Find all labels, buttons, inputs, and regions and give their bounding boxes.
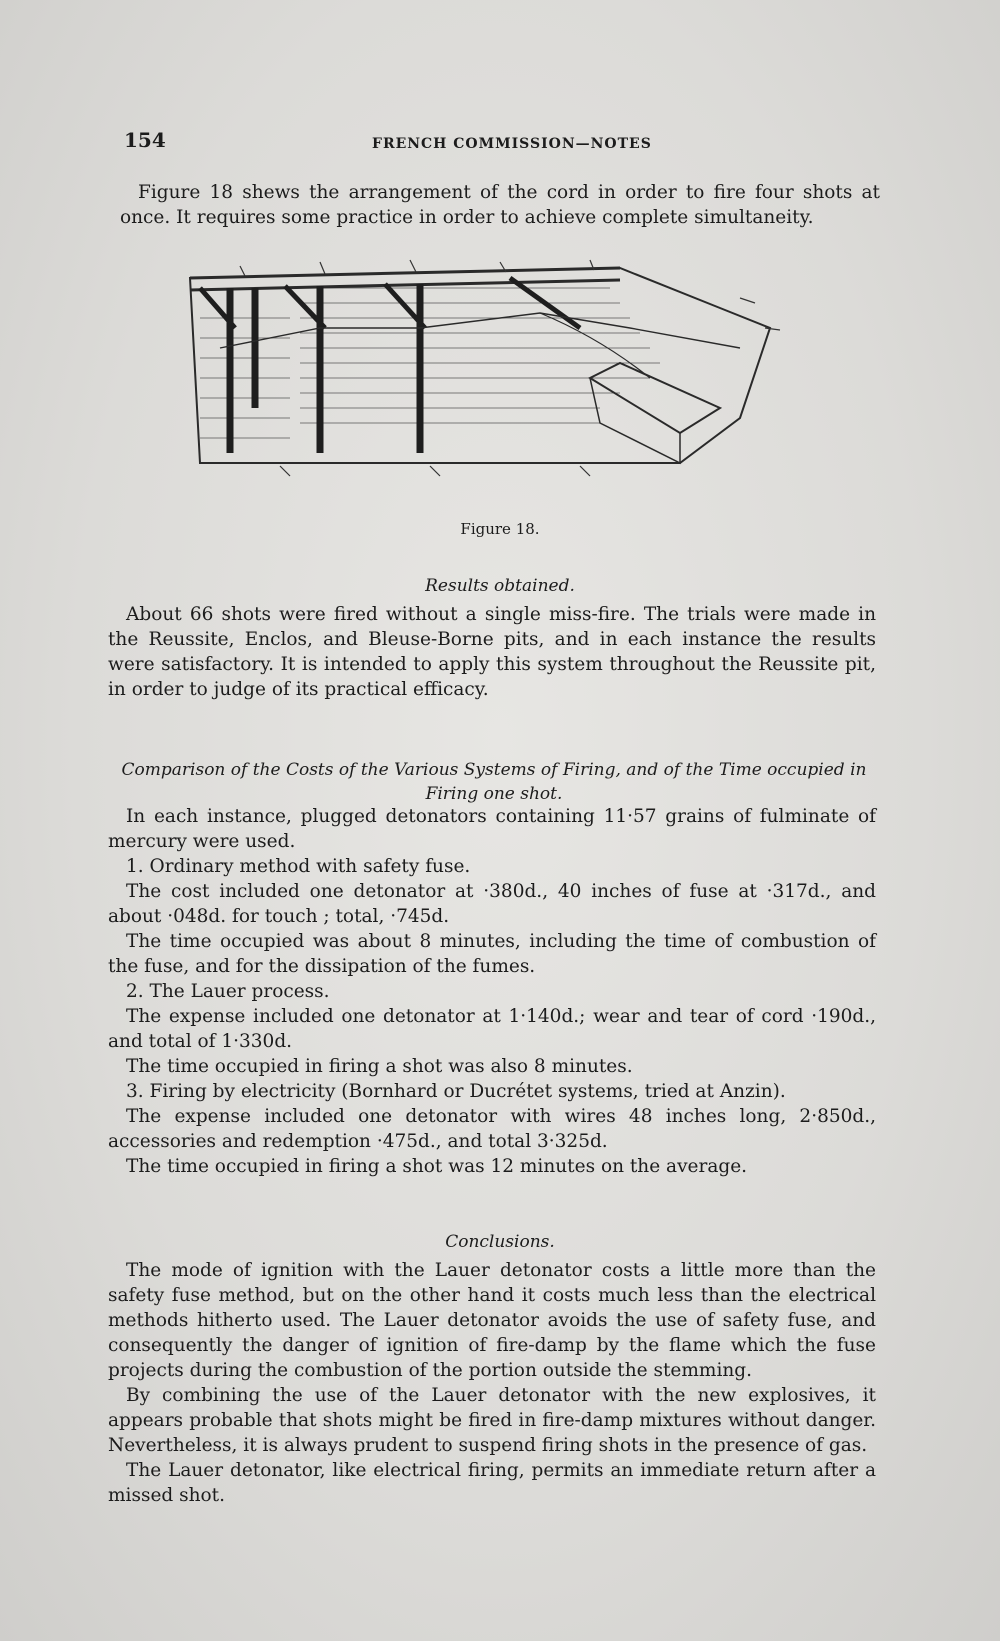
results-heading: Results obtained. (425, 576, 575, 596)
comparison-paragraph: The time occupied was about 8 minutes, including the time of combustion of the fuse, and for the dissipation of the fumes. (108, 931, 876, 977)
comparison-paragraph: The expense included one detonator with wires 48 inches long, 2·850d., accessories and redemption ·475d., and total 3·325d. (108, 1106, 876, 1152)
figure-caption: Figure 18. (460, 520, 540, 538)
comparison-paragraph: The time occupied in firing a shot was also 8 minutes. (126, 1056, 633, 1077)
figure-18-mine-gallery-illustration (180, 258, 820, 508)
conclusions-paragraph: The Lauer detonator, like electrical firing, permits an immediate return after a missed shot. (108, 1460, 876, 1506)
comparison-paragraph: The time occupied in firing a shot was 12 minutes on the average. (126, 1156, 748, 1177)
running-head: FRENCH COMMISSION—NOTES (372, 136, 652, 152)
page-number: 154 (124, 128, 166, 152)
intro-paragraph: Figure 18 shews the arrangement of the cord in order to fire four shots at once. It requires some practice in order to achieve complete simultaneity. (120, 182, 880, 228)
conclusions-paragraph: By combining the use of the Lauer detonator with the new explosives, it appears probable that shots might be fired in fire-damp mixtures without danger. Nevertheless, it is always prudent to suspend firing shots in the presence of gas. (108, 1385, 876, 1456)
results-section (108, 602, 876, 702)
comparison-paragraph: The cost included one detonator at ·380d., 40 inches of fuse at ·317d., and about ·048d. for touch ; total, ·745d. (108, 881, 876, 927)
conclusions-paragraph: The mode of ignition with the Lauer detonator costs a little more than the safety fuse method, but on the other hand it costs much less than the electrical methods hitherto used. The Lauer detonator avoids the use of safety fuse, and consequently the danger of ignition of fire-damp by the flame which the fuse projects during the combustion of the portion outside the stemming. (108, 1260, 876, 1381)
comparison-heading: Comparison of the Costs of the Various Systems of Firing, and of the Time occupied in Firing one shot. (121, 760, 867, 804)
conclusions-heading: Conclusions. (445, 1232, 555, 1252)
method-3-heading: 3. Firing by electricity (Bornhard or Ducrétet systems, tried at Anzin). (126, 1081, 786, 1102)
results-paragraph: About 66 shots were fired without a single miss-fire. The trials were made in the Reussite, Enclos, and Bleuse-Borne pits, and in each instance the results were satisfactory. It is intended to apply this system throughout the Reussite pit, in order to judge of its practical efficacy. (108, 604, 876, 700)
method-2-heading: 2. The Lauer process. (126, 981, 330, 1002)
comparison-section (108, 804, 876, 1179)
intro-paragraph-block (120, 180, 880, 230)
comparison-paragraph: The expense included one detonator at 1·140d.; wear and tear of cord ·190d., and total of 1·330d. (108, 1006, 876, 1052)
comparison-paragraph: In each instance, plugged detonators containing 11·57 grains of fulminate of mercury were used. (108, 806, 876, 852)
page-header (124, 128, 884, 158)
method-1-heading: 1. Ordinary method with safety fuse. (126, 856, 471, 877)
conclusions-section (108, 1258, 876, 1508)
